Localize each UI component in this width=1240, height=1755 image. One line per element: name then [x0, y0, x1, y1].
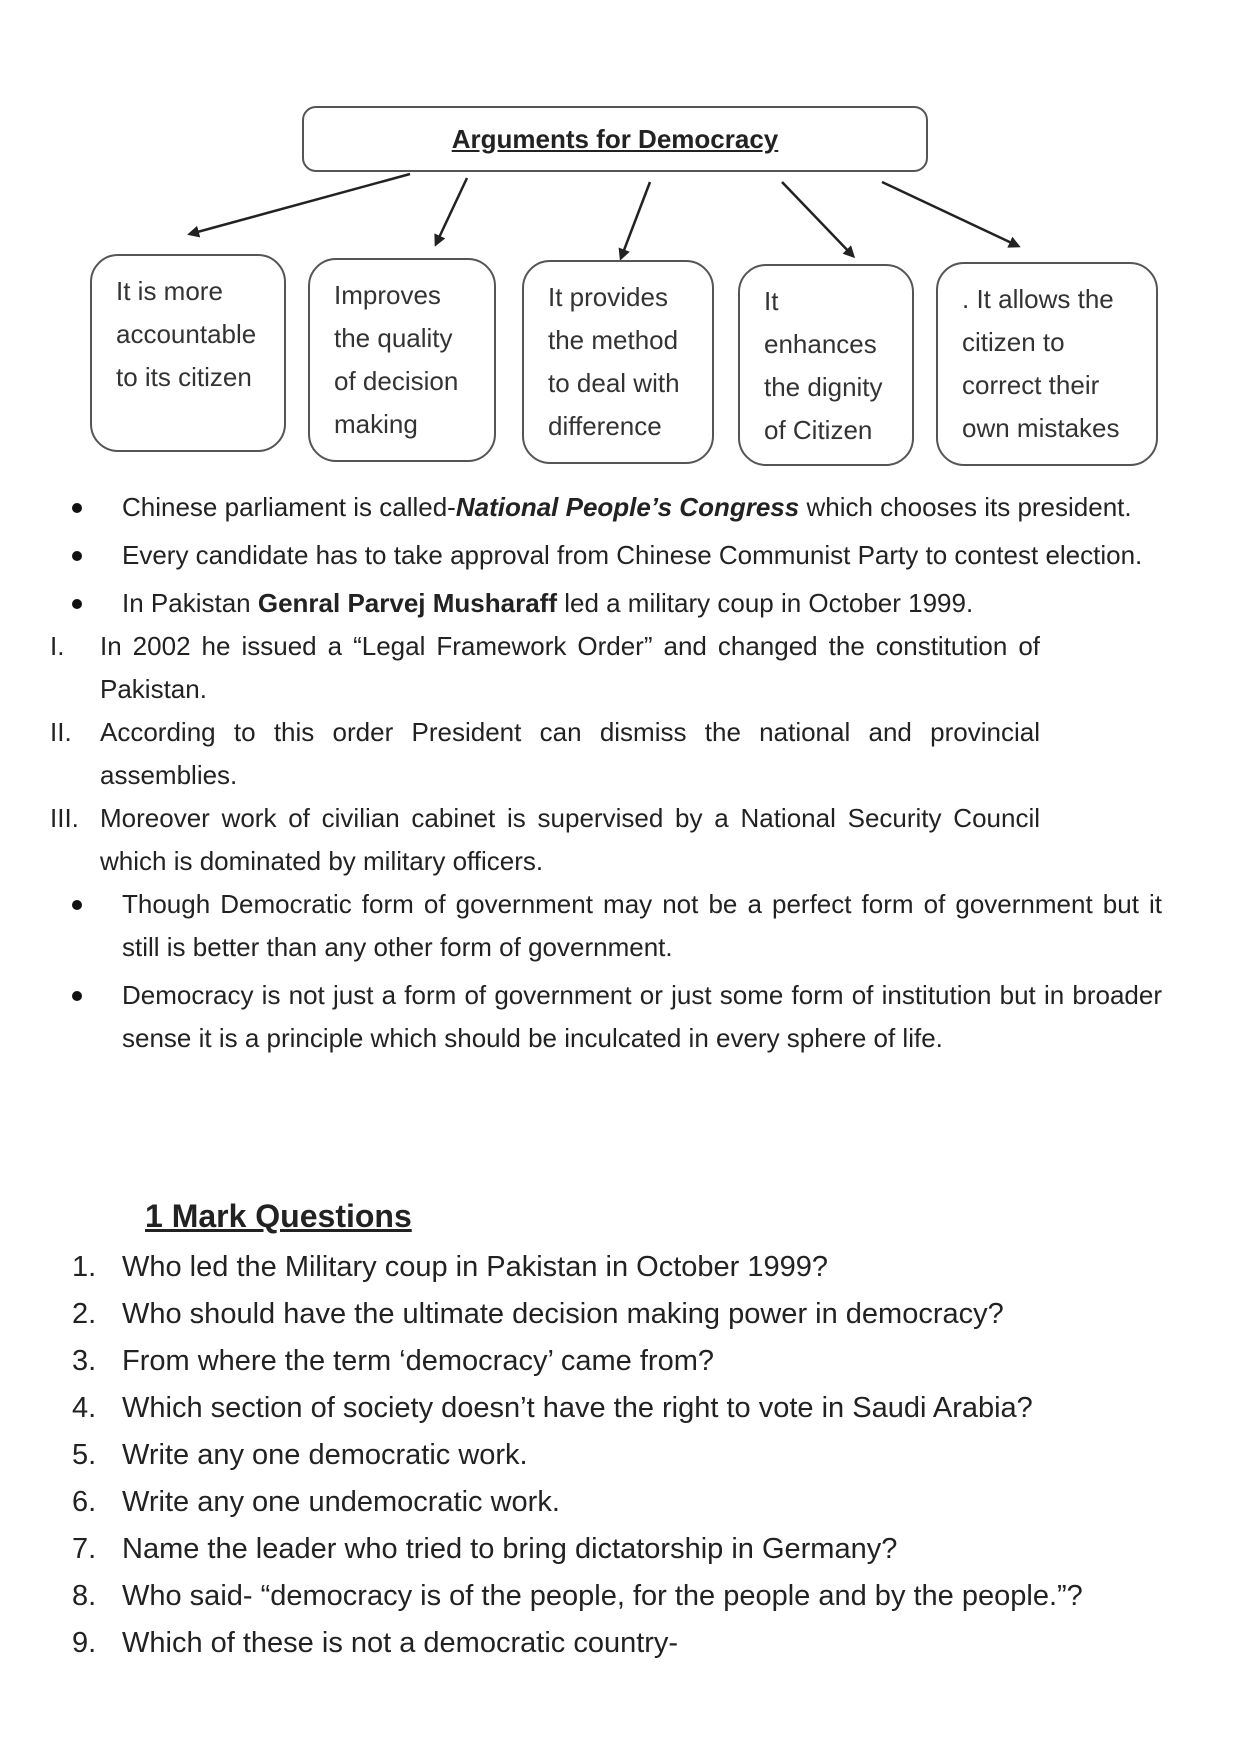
note-bullet-pakistan-coup: In Pakistan Genral Parvej Musharaff led a military coup in October 1999.: [122, 582, 1162, 625]
arrow-3: [621, 182, 650, 258]
node-line: making: [334, 409, 418, 439]
question-item: 9. Which of these is not a democratic country-: [72, 1627, 679, 1659]
node-line: It: [764, 286, 779, 316]
sublist-item: III. Moreover work of civilian cabinet is supervised by a National Security Council which is dominated by military officers.: [50, 803, 1040, 876]
notes-list: [0, 486, 1240, 1060]
questions-list: [72, 1244, 1172, 1667]
node-line: of Citizen: [764, 415, 873, 445]
argument-node-5: [936, 262, 1158, 466]
question-item: 6. Write any one undemocratic work.: [72, 1486, 560, 1518]
node-line: It provides: [548, 282, 668, 312]
argument-node-2: [308, 258, 496, 462]
arrow-2: [436, 178, 467, 244]
bold-musharaff: Genral Parvej Musharaff: [257, 588, 557, 618]
node-line: of decision: [334, 366, 459, 396]
sublist-item: II. According to this order President can dismiss the national and provincial assemblies.: [50, 717, 1040, 790]
arrow-1: [190, 174, 410, 234]
note-bullet-candidate-approval: Every candidate has to take approval from Chinese Communist Party to contest election.: [122, 534, 1162, 577]
argument-node-1: [90, 254, 286, 452]
pakistan-sublist: [50, 625, 1040, 883]
arrow-4: [782, 182, 853, 256]
node-line: difference: [548, 411, 662, 441]
node-line: Improves: [334, 280, 441, 310]
node-line: to its citizen: [116, 362, 252, 392]
question-item: 5. Write any one democratic work.: [72, 1439, 528, 1471]
diagram-title: Arguments for Democracy: [451, 123, 779, 154]
arrow-5: [882, 182, 1018, 246]
note-bullet-democracy-principle: Democracy is not just a form of government or just some form of institution but in broader sense it is a principle which should be inculcated in every sphere of life.: [122, 974, 1162, 1060]
node-line: own mistakes: [962, 413, 1120, 443]
node-line: the dignity: [764, 372, 883, 402]
question-item: 3. From where the term ‘democracy’ came from?: [72, 1345, 714, 1377]
sublist-item: I. In 2002 he issued a “Legal Framework Order” and changed the constitution of Pakistan.: [50, 631, 1040, 704]
question-item: 1. Who led the Military coup in Pakistan in October 1999?: [72, 1251, 829, 1283]
note-bullet-chinese-parliament: Chinese parliament is called-National People’s Congress which chooses its president.: [122, 486, 1162, 529]
node-line: enhances: [764, 329, 877, 359]
question-item: 7. Name the leader who tried to bring dictatorship in Germany?: [72, 1533, 898, 1565]
argument-node-4: [738, 264, 914, 466]
node-line: correct their: [962, 370, 1100, 400]
question-item: 2. Who should have the ultimate decision making power in democracy?: [72, 1298, 1004, 1330]
node-line: the method: [548, 325, 679, 355]
question-item: 8. Who said- “democracy is of the people, for the people and by the people.”?: [72, 1580, 1083, 1612]
node-line: . It allows the: [962, 284, 1114, 314]
emphasis-national-peoples-congress: National People’s Congress: [455, 492, 800, 522]
node-line: It is more: [116, 276, 223, 306]
questions-heading: 1 Mark Questions: [145, 1198, 412, 1234]
note-bullet-democratic-form: Though Democratic form of government may not be a perfect form of government but it still is better than any other form of government.: [122, 883, 1162, 969]
node-line: accountable: [116, 319, 257, 349]
node-line: citizen to: [962, 327, 1065, 357]
node-line: to deal with: [548, 368, 680, 398]
node-line: the quality: [334, 323, 453, 353]
argument-node-3: [522, 260, 714, 464]
question-item: 4. Which section of society doesn’t have the right to vote in Saudi Arabia?: [72, 1392, 1033, 1424]
